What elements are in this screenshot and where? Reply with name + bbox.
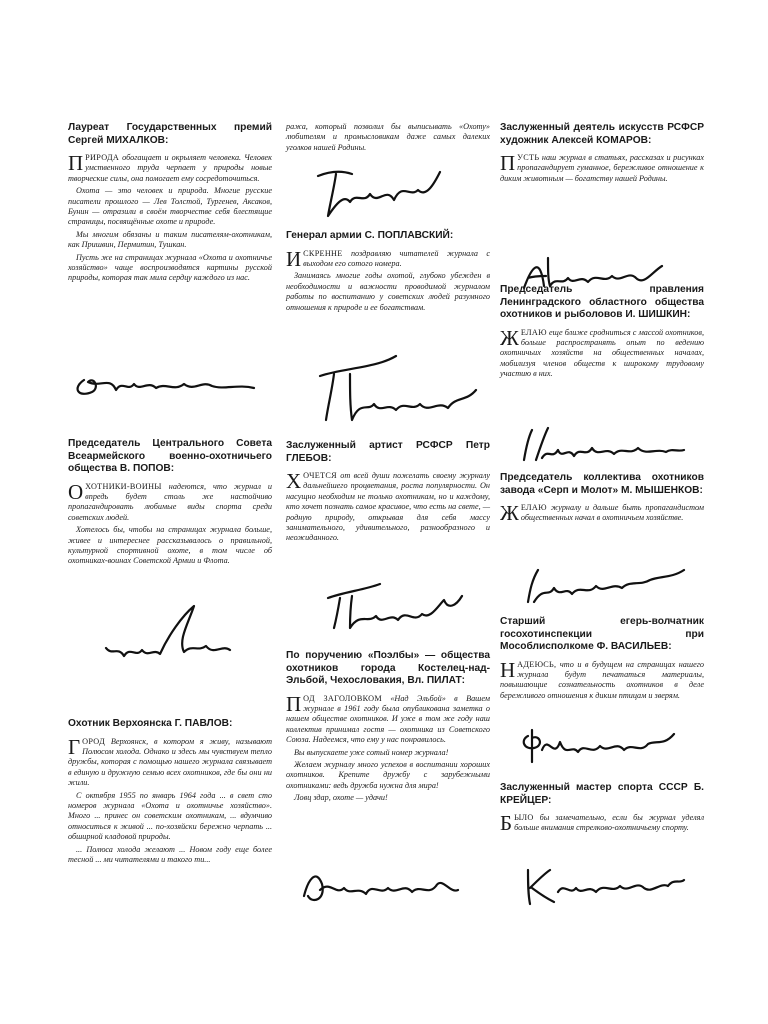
drop-cap: Ж xyxy=(500,325,519,350)
paragraph: Пусть же на страницах журнала «Охота и охотничье хозяйство» чаще воспроизводятся картины русской природы, которая так мила сердцу каждого из нас. xyxy=(68,252,272,283)
paragraph: наш журнал в статьях, рассказах и рисунках пропагандирует гуманное, бережливое отношение к диким животным — богатству нашей Родины. xyxy=(500,153,704,183)
paragraph: Желаем журналу много успехов в воспитании хороших охотников. Крепите дружбу с зарубежными охотниками: ведь дружба нужна для мира! xyxy=(286,759,490,790)
signature-vasiliev xyxy=(518,720,688,768)
entry-mikhalkov xyxy=(68,122,272,286)
entry-heading: Заслуженный артист РСФСР Петр ГЛЕБОВ: xyxy=(286,440,490,464)
drop-cap: П xyxy=(68,151,84,175)
lead-word: ХОТНИКИ-ВОИНЫ xyxy=(85,481,162,491)
signature-plebov xyxy=(316,350,486,430)
drop-cap: И xyxy=(286,246,302,271)
lead-word: ЕЛАЮ xyxy=(520,327,547,337)
lead-word: ОД ЗАГОЛОВКОМ xyxy=(303,693,382,703)
paragraph: ража, который позволил бы выписывать «Охоту» любителям и промысловикам даже самых далеких уголков нашей Родины. xyxy=(286,122,490,152)
paragraph: обогащает и окрыляет человека. Человек умственного труда черпает у природы новые творческие силы, она помогает ему сосредоточиться. xyxy=(68,153,272,183)
signature-shishkin xyxy=(518,422,688,470)
signature-mikhalkov xyxy=(70,362,260,407)
drop-cap: Г xyxy=(68,734,81,759)
entry-vasiliev xyxy=(500,616,704,703)
paragraph: поздравляю читателей журнала с выходом его сотого номера. xyxy=(303,248,491,268)
entry-heading: Старший егерь-волчатник госохотинспекции при Мособлисполкоме Ф. ВАСИЛЬЕВ: xyxy=(500,616,704,652)
entry-continuation xyxy=(286,122,490,155)
entry-pavlov xyxy=(68,718,272,867)
entry-heading: Лауреат Государственных премий Сергей МИХАЛКОВ: xyxy=(68,122,272,146)
entry-heading: Заслуженный деятель искусств РСФСР художник Алексей КОМАРОВ: xyxy=(500,122,704,146)
paragraph: что и в будущем на страницах нашего журнала будут печататься материалы, повышающие сознательность охотников в деле бережливого отношения к диким птицам и зверям. xyxy=(500,659,704,700)
entry-heading: Председатель Центрального Совета Всеармейского военно-охотничьего общества В. ПОПОВ: xyxy=(68,438,272,474)
lead-word: СКРЕННЕ xyxy=(303,248,343,258)
drop-cap: Ж xyxy=(500,501,519,525)
lead-word: ЕЛАЮ xyxy=(520,503,547,512)
paragraph: бы замечательно, если бы журнал уделял больше внимания стрелково-охотничьему спорту. xyxy=(514,813,705,833)
signature-glebov xyxy=(320,576,470,636)
entry-myshenkov xyxy=(500,472,704,526)
entry-body xyxy=(286,691,490,804)
signature-pilat xyxy=(296,856,466,916)
paragraph: С октября 1955 по январь 1964 года ... в свет сто номеров журнала «Охота и охотничье хозяйство». Много ... принес он советским охотникам, ... вдумчиво относиться к живой ... по-хозяйски бережно черпать ... обширной кладовой природы. xyxy=(68,790,272,842)
lead-word: АДЕЮСЬ, xyxy=(517,659,557,669)
entry-shishkin xyxy=(500,284,704,382)
drop-cap: Х xyxy=(286,469,302,493)
paragraph: еще ближе сродниться с массой охотников, больше распространять опыт по ведению охотничьих хозяйств на общественных началах, мобилизуя членов обществ к широкому трудовому участию в них. xyxy=(500,327,705,379)
entry-body xyxy=(286,246,491,313)
entry-body xyxy=(500,503,704,524)
paragraph: Занимаясь многие годы охотой, глубоко убежден в необходимости и важности проводимой журналом работы по воспитанию у советских людей разумного отношения к природе и ее богатствам. xyxy=(286,271,490,312)
entry-body xyxy=(500,657,704,702)
entry-heading: По поручению «Поэлбы» — общества охотников города Костелец-над-Эльбой, Чехословакия, Вл. ПИЛАТ: xyxy=(286,650,490,686)
signature-myshenkov xyxy=(518,558,688,612)
paragraph: Хотелось бы, чтобы на страницах журнала больше, живее и интереснее рассказывалось о правильной, культурной спортивной охоте, в том числе об охотниках-воинах Советской Армии и Флота. xyxy=(68,525,272,566)
entry-heading: Генерал армии С. ПОПЛАВСКИЙ: xyxy=(286,230,454,241)
paragraph: Ловц здар, охоте — удачи! xyxy=(294,793,388,803)
paragraph: «Над Эльбой» в Вашем журнале в 1961 году была опубликована заметка о нашем обществе охотников. И уже в том же году наш коллектив принимал гостя — охотника из Советского Союза. Надеемся, что ему у нас понравилось. xyxy=(286,693,490,745)
signature-kreitser xyxy=(518,858,688,912)
entry-heading: Охотник Верхоянска Г. ПАВЛОВ: xyxy=(68,718,233,729)
lead-word: ОЧЕТСЯ xyxy=(303,471,337,480)
entry-body xyxy=(68,153,272,284)
paragraph: Верхоянск, в котором я живу, называют Полюсом холода. Однако и здесь мы чувствуем тепло дружбы, которая с помощью нашего журнала связывает в единую и дружную семью всех охотников, где бы они ни жили. xyxy=(68,736,272,788)
paragraph: Вы выпускаете уже сотый номер журнала! xyxy=(294,747,449,757)
entry-poplavsky xyxy=(286,230,490,315)
entry-body xyxy=(68,479,273,567)
lead-word: УСТЬ xyxy=(517,153,540,162)
paragraph: журналу и дальше быть пропагандистом общественных начал в охотничьем хозяйстве. xyxy=(520,503,704,523)
paragraph: ... Полюса холода желают ... Новом году еще более тесной ... ми читателями и такого ти... xyxy=(68,844,272,864)
drop-cap: П xyxy=(500,151,516,175)
entry-komarov xyxy=(500,122,704,186)
paragraph: надеются, что журнал и впредь будет столь же настойчиво пропагандировать любимые виды спорта среди советских людей. xyxy=(68,481,273,522)
entry-body xyxy=(68,734,272,866)
signature-popov xyxy=(98,600,238,672)
entry-glebov xyxy=(286,440,490,546)
lead-word: ЫЛО xyxy=(514,813,534,822)
entry-heading: Председатель коллектива охотников завода «Серп и Молот» М. МЫШЕНКОВ: xyxy=(500,472,704,496)
entry-body xyxy=(500,813,704,834)
entry-body xyxy=(500,325,705,380)
paragraph: Мы многим обязаны и таким писателям-охотникам, как Пришвин, Пермитин, Тушкан. xyxy=(68,229,272,250)
signature-poplavsky xyxy=(306,164,446,226)
entry-kreitser xyxy=(500,782,704,836)
drop-cap: Б xyxy=(500,811,513,835)
entry-body xyxy=(286,471,490,544)
entry-body xyxy=(500,153,704,184)
paragraph: от всей души пожелать своему журналу дальнейшего процветания, роста популярности. Он насущно необходим не только охотникам, но и каждому, кто хочет познать самое красивое, что есть на свете, — родную природу, открывая для себя массу занимательного, удивительного, разнообразного и неожиданного. xyxy=(286,471,491,543)
entry-heading: Заслуженный мастер спорта СССР Б. КРЕЙЦЕР: xyxy=(500,782,704,806)
entry-heading: Председатель правления Ленинградского областного общества охотников и рыболовов И. ШИШКИН: xyxy=(500,284,704,320)
drop-cap: П xyxy=(286,691,302,716)
entry-pilat xyxy=(286,650,490,806)
lead-word: РИРОДА xyxy=(85,153,120,162)
lead-word: ОРОД xyxy=(82,736,105,746)
entry-popov xyxy=(68,438,272,569)
drop-cap: Н xyxy=(500,657,516,682)
drop-cap: О xyxy=(68,479,84,504)
entry-body xyxy=(286,122,490,153)
paragraph: Охота — это человек и природа. Многие русские писатели прошлого — Лев Толстой, Тургенев, Аксаков, Бунин — отразили в своём творчестве себя блестящие страницы, посвящённые охоте и природе. xyxy=(68,186,272,227)
